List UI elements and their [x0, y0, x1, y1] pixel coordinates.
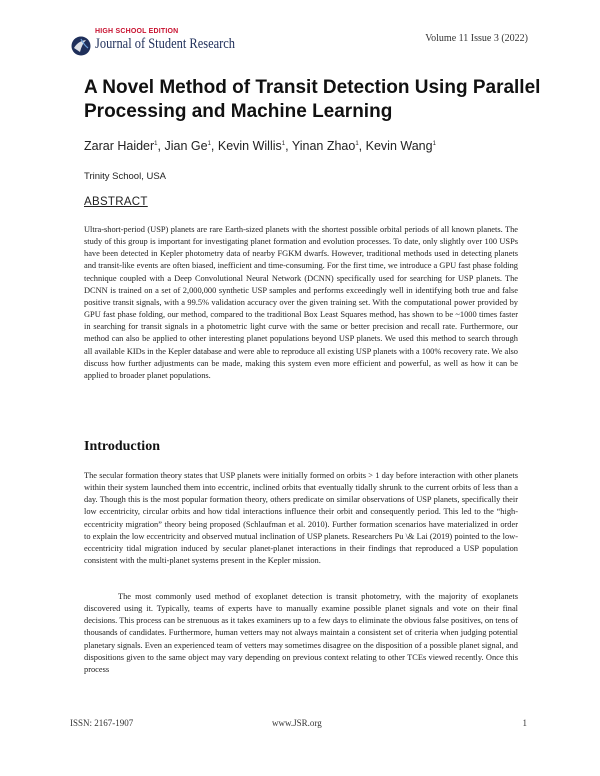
- intro-paragraph-1: The secular formation theory states that USP planets were initially formed on orbits > 1 day before interaction with other planets within their system launched them into eccentric, inclined orbits that eventually tidally shrunk to the current orbits of less than a day. Though this is the most popular formation theory, others predicate on similar observations of USP planets, specifically their low eccentricity, circular orbits and how tidal interactions influence their orbit and consequently period. This led to the “high-eccentricity migration” theory being proposed (Schlaufman et al. 2010). Further formation scenarios have materialized in order to explain the low eccentricity and observed mutual inclination of USP planets. Researchers Pu \& Lai (2019) pointed to the low-eccentricity tidal migration induced by secular planet-planet interactions in their findings that reproduced a USP population consistent with the multi-planet systems present in the Kepler mission.: [84, 471, 518, 566]
- affiliation: Trinity School, USA: [84, 171, 167, 182]
- author-name: Yinan Zhao: [291, 139, 356, 153]
- footer-issn: ISSN: 2167-1907: [70, 718, 134, 728]
- author-name: Zarar Haider: [84, 139, 155, 153]
- paper-title: A Novel Method of Transit Detection Using Parallel Processing and Machine Learning: [84, 77, 541, 122]
- logo-edition-text: HIGH SCHOOL EDITION: [95, 28, 179, 35]
- author-affiliation-marker: 1: [207, 140, 211, 147]
- abstract-text: Ultra-short-period (USP) planets are rare Earth-sized planets with the shortest possible orbital periods of all known planets. The study of this group is important for investigating planet formation and evolution processes. To date, only slightly over 100 USPs have been detected in Kepler photometry data of nearby FGKM dwarfs. However, traditional methods used in detecting planets and transit-like events are often biased, inefficient and time-consuming. For the first time, we introduce a GPU fast phase folding technique coupled with a Deep Convolutional Neural Network (DCNN) specifically used for searching for USP planets. The DCNN is trained on a set of 2,000,000 synthetic USP samples and performs exceedingly well in identifying both true and false positive transit signals, with a 99.5% validation accuracy over the given training set. With the computational power provided by GPU fast phase folding, our method, compared to the traditional Box Least Squares method, has shown to be ~1000 times faster in searching for transit signals in a photometric light curve with the same or better precision and recall rate. Furthermore, our method can also be applied to other interesting planet populations beyond USP planets. We used this method to search through all available KIDs in the Kepler database and were able to reproduce all existing USP planets with a 100% recovery rate. We also discuss how further adjustments can be made, making this system even more efficient and powerful, as well as how it can be applied to broader planet populations.: [84, 225, 518, 380]
- abstract-heading: ABSTRACT: [84, 196, 148, 208]
- author-name: Kevin Wang: [365, 139, 433, 153]
- introduction-heading: Introduction: [84, 439, 160, 454]
- author-name: Jian Ge: [164, 139, 208, 153]
- author-list: Zarar Haider$^1$, Jian Ge$^1$, Kevin Willis$^1$, Yinan Zhao$^1$, Kevin Wang$^1$: [84, 139, 436, 153]
- intro-paragraph-2: The most commonly used method of exoplanet detection is transit photometry, with the majority of exoplanets discovered using it. Typically, teams of experts have to manually examine possible planet signals and vote on their final decisions. This process can be strenuous as it takes examiners up to a few days to eliminate the obvious false positives, on tens of thousands of candidates. Furthermore, human vetters may not always maintain a consistent set of criteria when judging potential planetary signals. Even an experienced team of vetters may sometimes disagree on the disposition of a possible planet signal, and dispositions given to the same object may vary depending on previous context relating to other TCEs viewed recently. Once this process: [84, 592, 518, 674]
- volume-issue: Volume 11 Issue 3 (2022): [425, 33, 528, 44]
- footer-url[interactable]: www.JSR.org: [272, 718, 322, 728]
- journal-logo: [71, 28, 271, 58]
- author-affiliation-marker: 1: [281, 140, 286, 147]
- page-number: 1: [522, 718, 527, 728]
- globe-icon: [71, 36, 91, 56]
- author-name: Kevin Willis: [217, 139, 282, 153]
- author-affiliation-marker: 1: [432, 140, 436, 147]
- author-affiliation-marker: 1: [355, 140, 359, 147]
- author-affiliation-marker: 1: [154, 140, 158, 147]
- logo-journal-name: Journal of Student Research: [95, 36, 236, 52]
